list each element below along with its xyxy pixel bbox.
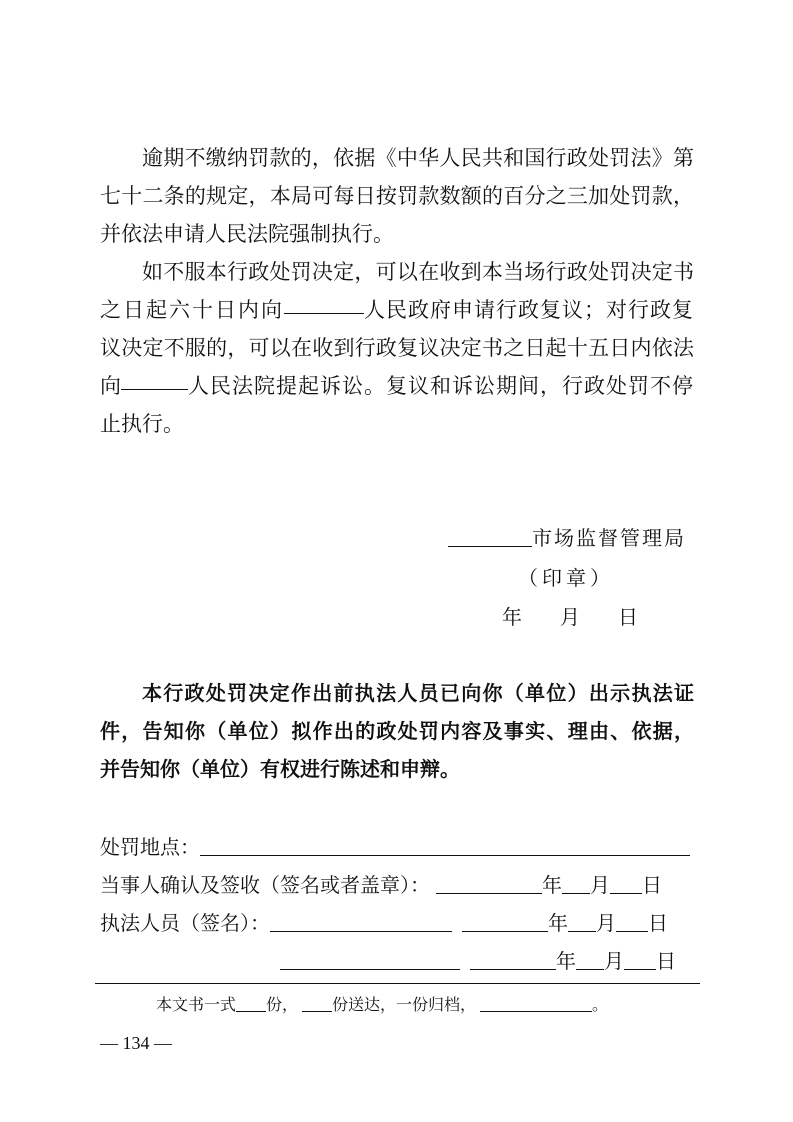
party-row: [100, 868, 662, 902]
officer-row: [100, 906, 668, 940]
officer2-month-input[interactable]: [576, 947, 604, 970]
officer1-signature-input[interactable]: [270, 909, 452, 932]
party-day: 日: [642, 873, 662, 897]
officer1-year-input[interactable]: [462, 909, 548, 932]
officer2-year: 年: [556, 949, 576, 973]
para2-line2a: 之日起六十日内向: [100, 298, 284, 322]
party-month-input[interactable]: [562, 871, 590, 894]
bureau-label: 市场监督管理局: [532, 526, 686, 550]
officer1-day: 日: [648, 911, 668, 935]
notice-line2: 件，告知你（单位）拟作出的政处罚内容及事实、理由、依据，: [100, 719, 694, 743]
location-input[interactable]: [200, 833, 690, 856]
para2-line2: [100, 291, 694, 329]
officer2-year-input[interactable]: [470, 947, 556, 970]
page-number: — 134 —: [100, 1033, 172, 1053]
copies-a: 本文书一式: [156, 995, 237, 1014]
signature-day: 日: [618, 605, 638, 629]
footer-divider: [95, 983, 700, 984]
copies-line: [156, 992, 608, 1018]
copies-served-input[interactable]: [302, 995, 332, 1012]
para1-line1: 逾期不缴纳罚款的，依据《中华人民共和国行政处罚法》第: [142, 146, 694, 170]
officer2-row: [280, 944, 676, 978]
notice-line1: 本行政处罚决定作出前执法人员已向你（单位）出示执法证: [142, 681, 694, 705]
signature-date: [502, 602, 638, 632]
copies-other-input[interactable]: [480, 995, 592, 1012]
para2-line5: 止执行。: [100, 412, 184, 436]
copies-c: 份送达，一份归档，: [332, 995, 477, 1014]
location-row: [100, 830, 690, 864]
copies-d: 。: [592, 995, 609, 1014]
para2-line4a: 向: [100, 374, 121, 398]
location-label: 处罚地点：: [100, 835, 200, 859]
party-year: 年: [542, 873, 562, 897]
party-day-input[interactable]: [610, 871, 642, 894]
copies-b: 份，: [266, 995, 299, 1014]
officer1-month-input[interactable]: [568, 909, 596, 932]
signature-year: 年: [502, 605, 522, 629]
party-label: 当事人确认及签收（签名或者盖章）：: [100, 873, 430, 897]
officer-label: 执法人员（签名）：: [100, 911, 270, 935]
signature-month: 月: [560, 605, 580, 629]
officer1-day-input[interactable]: [616, 909, 648, 932]
para2-line2b: 人民政府申请行政复议；对行政复: [364, 298, 694, 322]
para1-line3: 并依法申请人民法院强制执行。: [100, 222, 394, 246]
seal-label: （印章）: [518, 566, 614, 590]
para1-line2: 七十二条的规定，本局可每日按罚款数额的百分之三加处罚款，: [100, 184, 694, 208]
copies-total-input[interactable]: [236, 995, 266, 1012]
officer2-month: 月: [604, 949, 624, 973]
court-blank[interactable]: [121, 367, 188, 390]
party-month: 月: [590, 873, 610, 897]
officer2-signature-input[interactable]: [280, 947, 460, 970]
bureau-signature: [448, 523, 686, 553]
officer1-month: 月: [596, 911, 616, 935]
officer2-day-input[interactable]: [624, 947, 656, 970]
government-blank[interactable]: [284, 291, 364, 314]
para2-line1: 如不服本行政处罚决定，可以在收到本当场行政处罚决定书: [142, 260, 694, 284]
officer1-year: 年: [548, 911, 568, 935]
officer2-day: 日: [656, 949, 676, 973]
party-signature-input[interactable]: [436, 871, 542, 894]
bureau-name-blank[interactable]: [448, 524, 532, 547]
para2-line4b: 人民法院提起诉讼。复议和诉讼期间，行政处罚不停: [188, 374, 694, 398]
para2-line3: 议决定不服的，可以在收到行政复议决定书之日起十五日内依法: [100, 336, 694, 360]
para2-line4: [100, 367, 694, 405]
notice-line3: 并告知你（单位）有权进行陈述和申辩。: [100, 757, 460, 781]
